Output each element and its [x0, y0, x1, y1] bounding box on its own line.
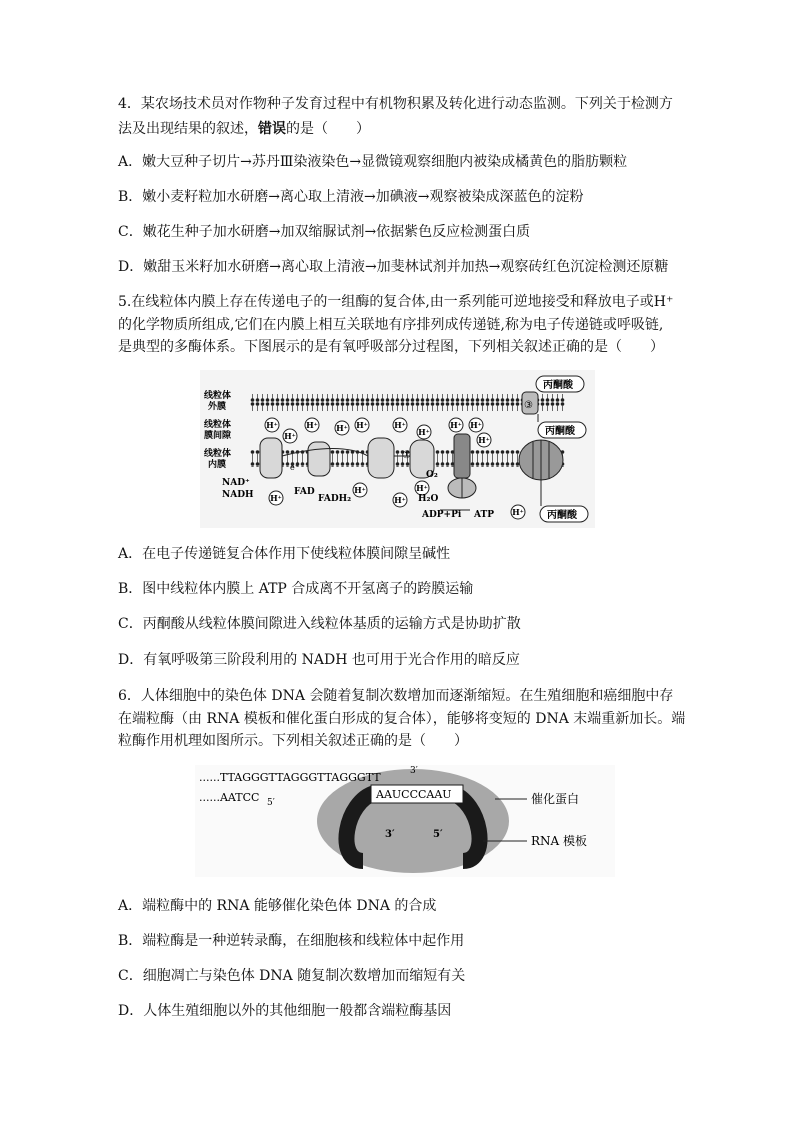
rna-3prime: 3′	[385, 829, 395, 840]
q4-stem-post: 的是（ ）	[286, 121, 370, 137]
label-rna-template: RNA 模板	[531, 834, 588, 848]
q6-option-b: B．端粒酶是一种逆转录酶，在细胞核和线粒体中起作用	[118, 933, 465, 949]
q4-option-c: C．嫩花生种子加水研磨→加双缩脲试剂→依据紫色反应检测蛋白质	[118, 224, 531, 240]
electron-label: e⁻	[290, 463, 299, 472]
label-outer-1: 线粒体	[204, 391, 232, 401]
q4-stem-emphasis: 错误	[258, 121, 286, 137]
complex-ii	[308, 442, 330, 476]
h-ion: H⁺	[266, 420, 278, 430]
h2o-label: H₂O	[418, 494, 439, 504]
q5-option-c: C．丙酮酸从线粒体膜间隙进入线粒体基质的运输方式是协助扩散	[118, 616, 521, 632]
telomerase-figure	[195, 765, 615, 877]
h-ion: H⁺	[336, 423, 348, 433]
label-space-2: 膜间隙	[204, 431, 232, 441]
o2-label: O₂	[426, 470, 438, 480]
h-ion: H⁺	[418, 427, 430, 437]
h-ion: H⁺	[394, 420, 406, 430]
marker-1: ①	[402, 450, 411, 461]
q4-option-b: B．嫩小麦籽粒加水研磨→离心取上清液→加碘液→观察被染成深蓝色的淀粉	[118, 189, 584, 205]
h-ion: H⁺	[354, 485, 366, 495]
marker-3: ③	[524, 400, 533, 411]
q5-stem-line3: 是典型的多酶体系。下图展示的是有氧呼吸部分过程图，下列相关叙述正确的是（ ）	[118, 339, 664, 355]
dna-top-strand: ......TTAGGGTTAGGGTTAGGGTT	[199, 771, 381, 784]
dna-3prime: 3′	[410, 766, 418, 776]
dna-5prime: 5′	[267, 798, 275, 808]
atp-label: ATP	[474, 510, 494, 520]
q4-stem-line2	[118, 120, 370, 138]
h-ion: H⁺	[512, 507, 524, 517]
label-inner-1: 线粒体	[204, 449, 232, 459]
fad-label: FAD	[294, 487, 315, 497]
fadh2-label: FADH₂	[318, 494, 352, 504]
q6-option-c: C．细胞凋亡与染色体 DNA 随复制次数增加而缩短有关	[118, 968, 466, 984]
outer-membrane	[250, 394, 565, 411]
rna-sequence: AAUCCCAAU	[376, 788, 452, 801]
h-ion: H⁺	[394, 495, 406, 505]
pyruvate-3: 丙酮酸	[547, 510, 577, 521]
h-ion: H⁺	[356, 420, 368, 430]
pyruvate-2: 丙酮酸	[545, 426, 575, 437]
dna-bottom-strand: ......AATCC	[199, 791, 260, 804]
q6-option-d: D．人体生殖细胞以外的其他细胞一般都含端粒酶基因	[118, 1003, 452, 1019]
h-ion: H⁺	[470, 420, 482, 430]
q5-option-b: B．图中线粒体内膜上 ATP 合成离不开氢离子的跨膜运输	[118, 581, 474, 597]
label-space-1: 线粒体	[204, 420, 232, 430]
complex-iii	[368, 438, 394, 478]
q4-stem-pre: 法及出现结果的叙述，	[118, 121, 258, 137]
q5-option-a: A．在电子传递链复合体作用下使线粒体膜间隙呈碱性	[118, 546, 451, 562]
label-inner-2: 内膜	[208, 460, 227, 470]
q4-option-d: D．嫩甜玉米籽加水研磨→离心取上清液→加斐林试剂并加热→观察砖红色沉淀检测还原糖	[118, 259, 669, 275]
nadh-label: NADH	[222, 490, 254, 500]
q6-option-a: A．端粒酶中的 RNA 能够催化染色体 DNA 的合成	[118, 898, 437, 914]
q6-stem-line2: 在端粒酶（由 RNA 模板和催化蛋白形成的复合体），能够将变短的 DNA 末端重新加长。端	[118, 711, 686, 727]
h-ion: H⁺	[416, 483, 428, 493]
h-ion: H⁺	[478, 435, 490, 445]
label-catalytic-protein: 催化蛋白	[531, 792, 580, 806]
q6-stem-line1: 6．人体细胞中的染色体 DNA 会随着复制次数增加而逐渐缩短。在生殖细胞和癌细胞中存	[118, 688, 674, 704]
atp-synthase	[454, 434, 470, 478]
nad-label: NAD⁺	[222, 478, 250, 488]
label-outer-2: 外膜	[208, 402, 227, 412]
q4-stem-line1: 4．某农场技术员对作物种子发育过程中有机物积累及转化进行动态监测。下列关于检测方	[118, 96, 673, 112]
complex-i	[260, 438, 282, 478]
h-ion: H⁺	[270, 493, 282, 503]
h-ion: H⁺	[306, 420, 318, 430]
q5-stem-line1: 5.在线粒体内膜上存在传递电子的一组酶的复合体,由一系列能可逆地接受和释放电子或H⁺	[118, 294, 674, 310]
h-ion: H⁺	[284, 431, 296, 441]
q5-option-d: D．有氧呼吸第三阶段利用的 NADH 也可用于光合作用的暗反应	[118, 652, 520, 668]
adp-label: ADP+Pi	[422, 510, 462, 520]
q5-stem-line2: 的化学物质所组成,它们在内膜上相互关联地有序排列成传递链,称为电子传递链或呼吸链,	[118, 317, 664, 333]
mitochondria-figure	[200, 370, 595, 528]
q6-stem-line3: 粒酶作用机理如图所示。下列相关叙述正确的是（ ）	[118, 733, 468, 749]
q4-option-a: A．嫩大豆种子切片→苏丹Ⅲ染液染色→显微镜观察细胞内被染成橘黄色的脂肪颗粒	[118, 154, 628, 170]
pyruvate-1: 丙酮酸	[543, 380, 573, 391]
h-ion: H⁺	[450, 420, 462, 430]
rna-5prime: 5′	[433, 829, 443, 840]
